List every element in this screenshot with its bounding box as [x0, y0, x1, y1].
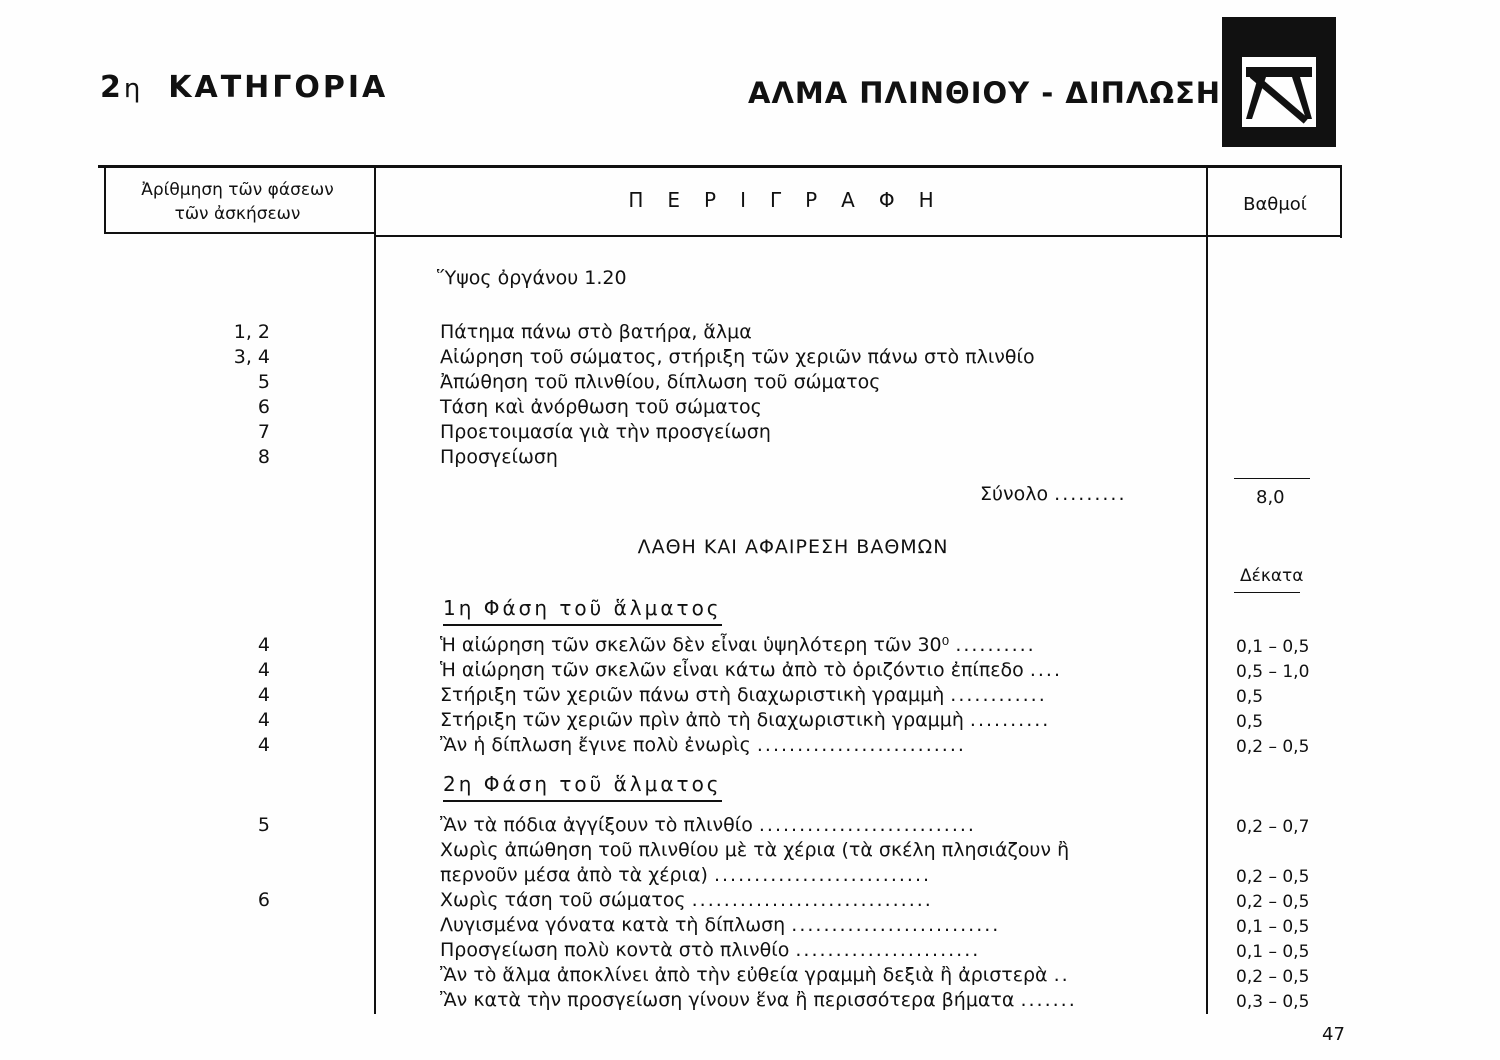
leader-dots: ...........................: [758, 814, 976, 836]
column-header-description: ΠΕΡΙΓΡΑΦΗ: [628, 188, 958, 212]
error-row: [440, 838, 1069, 863]
phase-number: 1, 2: [233, 321, 270, 343]
phase1-title: 1η Φάση τοῦ ἅλματος: [443, 596, 722, 626]
category-ordinal: η: [123, 74, 142, 104]
table-header-rule-mid: [376, 235, 1206, 237]
column-header-grades: Βαθμοί: [1243, 194, 1307, 215]
error-text: Χωρὶς τάση τοῦ σώματος: [440, 889, 686, 911]
leader-dots: ..........: [955, 634, 1036, 656]
error-deduction: 0,2 – 0,5: [1236, 867, 1310, 887]
error-text: Ἡ αἰώρηση τῶν σκελῶν δὲν εἶναι ὑψηλότερη τῶν 30⁰: [440, 634, 950, 656]
leader-dots: ....: [1029, 659, 1063, 681]
table-right-border: [1340, 168, 1342, 238]
phase-description: Προσγείωση: [440, 446, 558, 468]
vaulting-box-icon: [1222, 17, 1336, 147]
leader-dots: ............: [950, 684, 1047, 706]
phase1-heading: [443, 596, 722, 620]
leader-dots: ..........................: [791, 914, 1001, 936]
apparatus-height: Ὕψος ὀργάνου 1.20: [437, 267, 627, 289]
error-text: Ἂν τὰ πόδια ἀγγίξουν τὸ πλινθίο: [440, 814, 753, 836]
phase-number: 6: [257, 396, 270, 418]
leader-dots: ...........................: [713, 864, 932, 886]
error-text: Ἂν τὸ ἅλμα ἀποκλίνει ἀπὸ τὴν εὐθεία γραμμὴ δεξιὰ ἢ ἀριστερὰ: [440, 964, 1048, 986]
errors-heading: ΛΑΘΗ ΚΑΙ ΑΦΑΙΡΕΣΗ ΒΑΘΜΩΝ: [637, 536, 949, 558]
total-row: [980, 482, 1127, 507]
phase-description: Προετοιμασία γιὰ τὴν προσγείωση: [440, 421, 771, 443]
leader-dots: ..: [1053, 964, 1070, 986]
error-row: [440, 813, 976, 838]
error-text: Ἂν κατὰ τὴν προσγείωση γίνουν ἕνα ἢ περισσότερα βήματα: [440, 989, 1015, 1011]
phase-description: Ἀπώθηση τοῦ πλινθίου, δίπλωση τοῦ σώματος: [440, 371, 881, 393]
error-phase-number: 6: [257, 889, 270, 911]
phase-description: Αἰώρηση τοῦ σώματος, στήριξη τῶν χεριῶν πάνω στὸ πλινθίο: [440, 346, 1035, 368]
error-text: περνοῦν μέσα ἀπὸ τὰ χέρια): [440, 864, 708, 886]
tenths-label: Δέκατα: [1240, 566, 1304, 586]
page-number: 47: [1322, 1024, 1345, 1045]
total-rule: [1234, 478, 1310, 479]
error-deduction: 0,2 – 0,5: [1236, 737, 1310, 757]
error-row: [440, 733, 966, 758]
phase-description: Τάση καὶ ἀνόρθωση τοῦ σώματος: [440, 396, 762, 418]
page-title: ΑΛΜΑ ΠΛΙΝΘΙΟΥ - ΔΙΠΛΩΣΗ: [748, 76, 1222, 110]
error-deduction: 0,3 – 0,5: [1236, 992, 1310, 1012]
table-left-border: [104, 168, 106, 234]
error-text: Ἂν ἡ δίπλωση ἔγινε πολὺ ἐνωρὶς: [440, 734, 751, 756]
error-row: [440, 658, 1062, 683]
error-deduction: 0,2 – 0,5: [1236, 967, 1310, 987]
error-row: [440, 988, 1077, 1013]
error-deduction: 0,2 – 0,5: [1236, 892, 1310, 912]
error-row: [440, 708, 1050, 733]
table-header-rule-left: [104, 232, 374, 234]
error-row: [440, 888, 933, 913]
error-phase-number: 5: [257, 814, 270, 836]
table-col-divider-1: [374, 168, 376, 1014]
total-value: 8,0: [1256, 487, 1285, 508]
column-header-phases-line1: Ἀρίθμηση τῶν φάσεων: [141, 180, 334, 200]
error-text: Προσγείωση πολὺ κοντὰ στὸ πλινθίο: [440, 939, 790, 961]
total-dots: .........: [1054, 483, 1127, 505]
leader-dots: ..............................: [691, 889, 933, 911]
error-phase-number: 4: [257, 734, 270, 756]
table-col-divider-2: [1206, 168, 1208, 1014]
error-row: [440, 863, 931, 888]
total-label: Σύνολο: [980, 483, 1049, 505]
error-phase-number: 4: [257, 709, 270, 731]
leader-dots: ..........: [969, 709, 1051, 731]
category-title: [100, 70, 388, 105]
error-phase-number: 4: [257, 684, 270, 706]
error-phase-number: 4: [257, 634, 270, 656]
table-header-rule-right: [1208, 235, 1342, 237]
phase2-title: 2η Φάση τοῦ ἅλματος: [443, 772, 722, 802]
error-phase-number: 4: [257, 659, 270, 681]
error-deduction: 0,5: [1236, 687, 1264, 707]
error-deduction: 0,5: [1236, 712, 1264, 732]
leader-dots: ..........................: [756, 734, 966, 756]
phase-number: 5: [257, 371, 270, 393]
phase-number: 8: [257, 446, 270, 468]
error-deduction: 0,1 – 0,5: [1236, 942, 1310, 962]
error-text: Λυγισμένα γόνατα κατὰ τὴ δίπλωση: [440, 914, 786, 936]
error-deduction: 0,5 – 1,0: [1236, 662, 1310, 682]
error-row: [440, 938, 980, 963]
error-deduction: 0,2 – 0,7: [1236, 817, 1310, 837]
category-word: ΚΑΤΗΓΟΡΙΑ: [168, 70, 389, 105]
error-deduction: 0,1 – 0,5: [1236, 917, 1310, 937]
error-row: [440, 913, 1000, 938]
phase2-heading: [443, 772, 722, 796]
error-row: [440, 963, 1070, 988]
error-text: Χωρὶς ἀπώθηση τοῦ πλινθίου μὲ τὰ χέρια (τὰ σκέλη πλησιάζουν ἢ: [440, 839, 1070, 861]
phase-description: Πάτημα πάνω στὸ βατήρα, ἅλμα: [440, 321, 752, 343]
error-row: [440, 683, 1047, 708]
category-number: 2: [100, 70, 124, 105]
leader-dots: .......................: [795, 939, 981, 961]
phase-number: 3, 4: [233, 346, 270, 368]
error-deduction: 0,1 – 0,5: [1236, 637, 1310, 657]
error-row: [440, 633, 1036, 658]
table-top-rule: [98, 165, 1342, 168]
phase-number: 7: [257, 421, 270, 443]
error-text: Ἡ αἰώρηση τῶν σκελῶν εἶναι κάτω ἀπὸ τὸ ὁριζόντιο ἐπίπεδο: [440, 659, 1024, 681]
column-header-phases: [110, 178, 365, 226]
leader-dots: .......: [1020, 989, 1077, 1011]
tenths-rule: [1234, 592, 1300, 593]
error-text: Στήριξη τῶν χεριῶν πάνω στὴ διαχωριστικὴ γραμμὴ: [440, 684, 945, 706]
error-text: Στήριξη τῶν χεριῶν πρὶν ἀπὸ τὴ διαχωριστικὴ γραμμὴ: [440, 709, 964, 731]
column-header-phases-line2: τῶν ἀσκήσεων: [174, 204, 301, 224]
